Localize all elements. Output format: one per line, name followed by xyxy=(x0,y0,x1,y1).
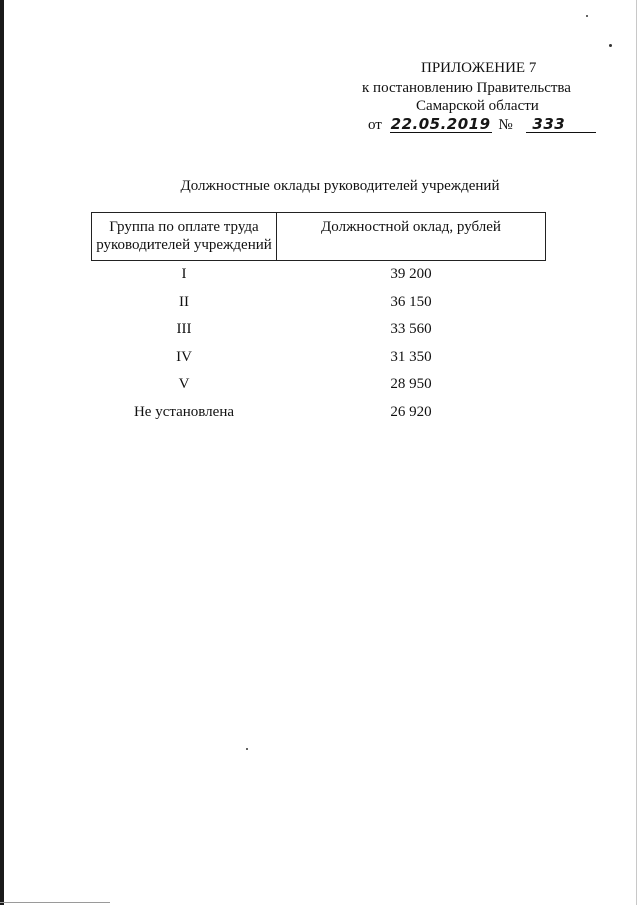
group-cell: Не установлена xyxy=(133,403,235,420)
column-header-group: Группа по оплате труда руководителей учреждений xyxy=(92,213,277,261)
handwritten-date: 22.05.2019 xyxy=(390,115,491,133)
handwritten-number: 333 xyxy=(526,116,596,133)
table-row xyxy=(92,344,546,372)
decree-date-number xyxy=(368,115,596,135)
column-header-salary: Должностной оклад, рублей xyxy=(277,213,546,261)
scan-speck xyxy=(246,748,248,750)
scan-speck xyxy=(609,44,612,47)
scan-border-right xyxy=(636,0,637,905)
salary-cell: 39 200 xyxy=(390,266,432,283)
salary-cell: 26 920 xyxy=(390,403,432,420)
region-name: Самарской области xyxy=(416,98,539,114)
scan-border-left xyxy=(0,0,4,905)
date-prefix: от xyxy=(368,117,382,133)
group-cell: V xyxy=(178,376,190,393)
table-row xyxy=(92,371,546,399)
group-cell: I xyxy=(181,266,187,283)
scan-speck xyxy=(586,15,588,17)
salary-table xyxy=(91,212,546,426)
group-cell: II xyxy=(179,293,189,310)
document-title: Должностные оклады руководителей учреждений xyxy=(180,178,500,194)
salary-cell: 31 350 xyxy=(390,348,432,365)
table-header-row xyxy=(92,213,546,261)
group-cell: III xyxy=(176,321,192,338)
table-row xyxy=(92,316,546,344)
appendix-title: ПРИЛОЖЕНИЕ 7 xyxy=(421,60,537,76)
table-row xyxy=(92,399,546,427)
salary-cell: 33 560 xyxy=(390,321,432,338)
salary-cell: 28 950 xyxy=(390,376,432,393)
table-row xyxy=(92,289,546,317)
table-row xyxy=(92,261,546,289)
scan-border-bottom xyxy=(0,902,110,903)
group-cell: IV xyxy=(176,348,192,365)
salary-cell: 36 150 xyxy=(390,293,432,310)
decree-reference: к постановлению Правительства xyxy=(362,80,571,96)
number-label: № xyxy=(498,117,513,133)
